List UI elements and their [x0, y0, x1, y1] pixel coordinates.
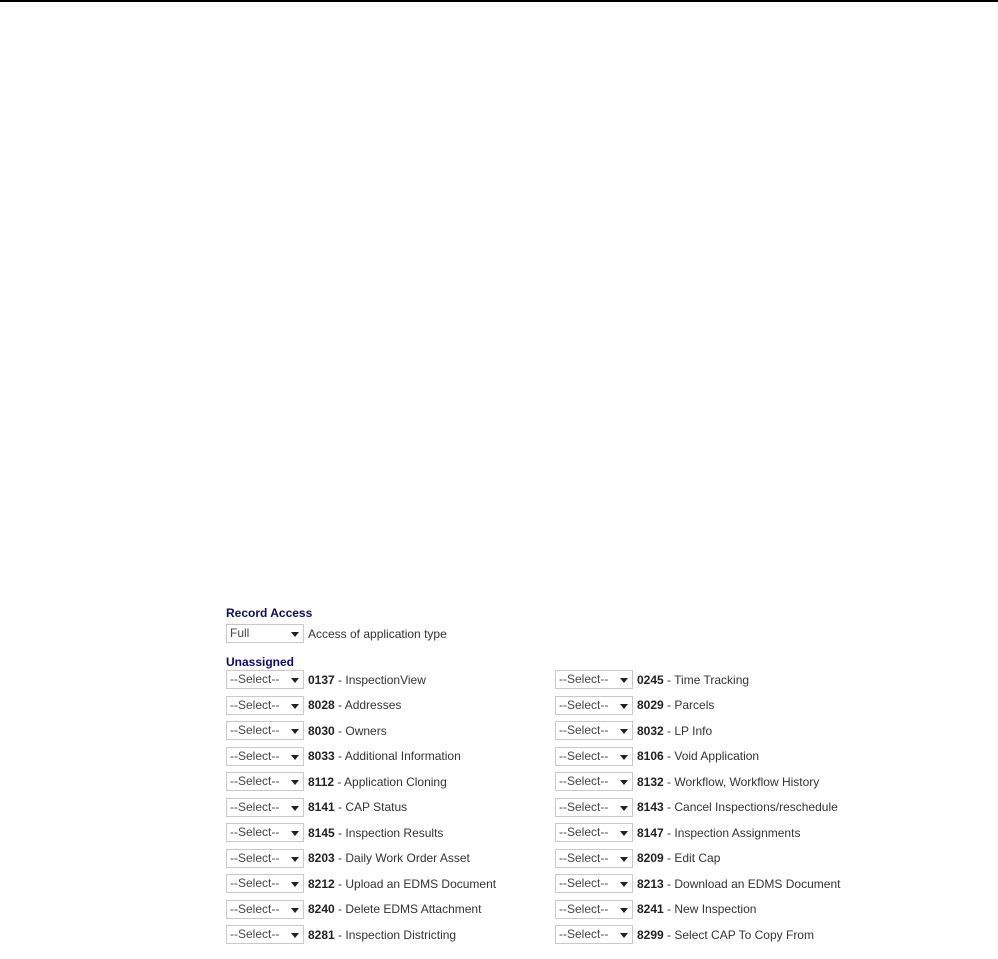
- permission-select[interactable]: [555, 823, 633, 842]
- permission-code: 8213: [637, 876, 664, 891]
- chevron-down-icon: [291, 882, 299, 887]
- permission-select[interactable]: [226, 721, 304, 740]
- permission-item: [555, 747, 884, 766]
- permission-code: 8299: [637, 927, 664, 942]
- permission-label: - InspectionView: [334, 672, 426, 687]
- permission-select-value: --Select--: [559, 697, 609, 712]
- permission-item: [226, 849, 555, 868]
- permission-label: - Addresses: [334, 698, 402, 712]
- permission-select-value: --Select--: [559, 927, 609, 941]
- record-access-heading: Record Access: [226, 606, 313, 620]
- permission-item: [555, 772, 884, 791]
- chevron-down-icon: [291, 632, 299, 637]
- chevron-down-icon: [620, 755, 628, 760]
- chevron-down-icon: [291, 755, 299, 760]
- permission-code: 0137: [308, 672, 335, 687]
- chevron-down-icon: [620, 806, 628, 811]
- permission-item: [555, 849, 884, 868]
- permission-code: 8141: [308, 800, 335, 814]
- permission-item: [555, 798, 884, 817]
- permission-code: 8212: [308, 876, 335, 891]
- permission-label: - Additional Information: [334, 749, 461, 763]
- permission-code: 8030: [308, 723, 335, 738]
- permission-select[interactable]: [555, 874, 633, 893]
- permission-select[interactable]: [226, 900, 304, 919]
- permission-label: - New Inspection: [663, 902, 757, 916]
- permission-label: - Delete EDMS Attachment: [334, 902, 482, 916]
- permission-select-value: --Select--: [559, 799, 609, 814]
- permission-item: [555, 874, 884, 893]
- permission-select[interactable]: [555, 670, 633, 689]
- permission-select[interactable]: [555, 696, 633, 715]
- permission-code: 8032: [637, 723, 664, 738]
- permission-item: [555, 900, 884, 919]
- permission-code: 8112: [308, 774, 335, 789]
- chevron-down-icon: [620, 908, 628, 913]
- record-access-description: Access of application type: [308, 626, 447, 641]
- record-access-select[interactable]: [226, 624, 304, 643]
- permission-label: - Download an EDMS Document: [663, 876, 841, 891]
- permission-select[interactable]: [555, 747, 633, 766]
- permission-select[interactable]: [226, 849, 304, 868]
- permission-label: - Select CAP To Copy From: [663, 927, 814, 942]
- permission-select-value: --Select--: [559, 825, 609, 839]
- permission-label: - Daily Work Order Asset: [334, 851, 470, 865]
- unassigned-grid: [226, 670, 926, 944]
- permission-select-value: --Select--: [559, 672, 609, 686]
- permission-item: [226, 798, 555, 817]
- permission-select-value: --Select--: [559, 901, 609, 916]
- chevron-down-icon: [620, 704, 628, 709]
- permission-select[interactable]: [226, 874, 304, 893]
- chevron-down-icon: [291, 908, 299, 913]
- permission-item: [226, 874, 555, 893]
- chevron-down-icon: [291, 857, 299, 862]
- permission-select-value: --Select--: [559, 723, 609, 737]
- permission-item: [226, 670, 555, 689]
- permission-label: - Owners: [334, 723, 387, 738]
- permission-label: - Cancel Inspections/reschedule: [663, 800, 838, 814]
- chevron-down-icon: [291, 831, 299, 836]
- chevron-down-icon: [620, 831, 628, 836]
- permission-code: 8209: [637, 851, 664, 865]
- chevron-down-icon: [291, 933, 299, 938]
- permission-label: - Edit Cap: [663, 851, 721, 865]
- permission-select-value: --Select--: [230, 850, 280, 865]
- permission-select[interactable]: [555, 721, 633, 740]
- permission-select-value: --Select--: [230, 901, 280, 916]
- permission-select[interactable]: [226, 925, 304, 944]
- chevron-down-icon: [291, 704, 299, 709]
- permission-code: 8145: [308, 825, 335, 840]
- permission-select-value: --Select--: [230, 825, 280, 839]
- permission-label: - Inspection Assignments: [663, 825, 801, 840]
- permission-label: - Void Application: [663, 749, 760, 763]
- permission-code: 8203: [308, 851, 335, 865]
- permission-select[interactable]: [555, 849, 633, 868]
- unassigned-heading: Unassigned: [226, 655, 295, 669]
- permission-item: [555, 721, 884, 740]
- permission-select[interactable]: [555, 925, 633, 944]
- permission-select[interactable]: [226, 670, 304, 689]
- chevron-down-icon: [291, 806, 299, 811]
- permission-code: 8132: [637, 774, 664, 789]
- permission-item: [226, 925, 555, 944]
- permission-code: 8281: [308, 927, 335, 942]
- permission-select-value: --Select--: [230, 927, 280, 941]
- permission-label: - CAP Status: [334, 800, 408, 814]
- permission-select-value: --Select--: [559, 876, 609, 890]
- permission-code: 8240: [308, 902, 335, 916]
- permission-item: [226, 772, 555, 791]
- permission-item: [555, 823, 884, 842]
- chevron-down-icon: [291, 780, 299, 785]
- chevron-down-icon: [620, 882, 628, 887]
- permission-item: [555, 696, 884, 715]
- permission-code: 8033: [308, 749, 335, 763]
- permission-label: - Inspection Results: [334, 825, 444, 840]
- permission-select-value: --Select--: [230, 672, 280, 686]
- permission-select[interactable]: [555, 798, 633, 817]
- top-border: [0, 0, 998, 2]
- permission-select-value: --Select--: [559, 774, 609, 788]
- permission-label: - Inspection Districting: [334, 927, 457, 942]
- permission-item: [226, 900, 555, 919]
- permission-code: 8029: [637, 698, 664, 712]
- permission-select[interactable]: [226, 747, 304, 766]
- chevron-down-icon: [620, 857, 628, 862]
- permission-code: 0245: [637, 672, 664, 687]
- permission-select[interactable]: [226, 798, 304, 817]
- permission-item: [226, 747, 555, 766]
- permission-code: 8143: [637, 800, 664, 814]
- permission-code: 8028: [308, 698, 335, 712]
- chevron-down-icon: [620, 678, 628, 683]
- chevron-down-icon: [291, 729, 299, 734]
- permission-select[interactable]: [555, 772, 633, 791]
- permission-select-value: --Select--: [559, 850, 609, 865]
- permission-code: 8241: [637, 902, 664, 916]
- permission-item: [226, 721, 555, 740]
- record-access-select-value: Full: [230, 626, 250, 640]
- permission-select[interactable]: [226, 696, 304, 715]
- permission-select-value: --Select--: [230, 748, 280, 763]
- chevron-down-icon: [291, 678, 299, 683]
- permission-label: - Application Cloning: [334, 774, 447, 789]
- permission-label: - Workflow, Workflow History: [663, 774, 820, 789]
- permissions-panel: [226, 606, 926, 944]
- permission-label: - Upload an EDMS Document: [334, 876, 497, 891]
- permission-select[interactable]: [226, 772, 304, 791]
- permission-item: [226, 823, 555, 842]
- chevron-down-icon: [620, 729, 628, 734]
- permission-select-value: --Select--: [230, 723, 280, 737]
- permission-select-value: --Select--: [559, 748, 609, 763]
- permission-code: 8106: [637, 749, 664, 763]
- permission-select[interactable]: [555, 900, 633, 919]
- permission-code: 8147: [637, 825, 664, 840]
- permission-select-value: --Select--: [230, 774, 280, 788]
- permission-select[interactable]: [226, 823, 304, 842]
- record-access-row: [226, 624, 926, 643]
- permission-select-value: --Select--: [230, 799, 280, 814]
- permission-select-value: --Select--: [230, 876, 280, 890]
- permission-label: - LP Info: [663, 723, 713, 738]
- permission-label: - Parcels: [663, 698, 715, 712]
- permission-item: [555, 925, 884, 944]
- permission-item: [226, 696, 555, 715]
- permission-item: [555, 670, 884, 689]
- permission-label: - Time Tracking: [663, 672, 750, 687]
- chevron-down-icon: [620, 780, 628, 785]
- chevron-down-icon: [620, 933, 628, 938]
- permission-select-value: --Select--: [230, 697, 280, 712]
